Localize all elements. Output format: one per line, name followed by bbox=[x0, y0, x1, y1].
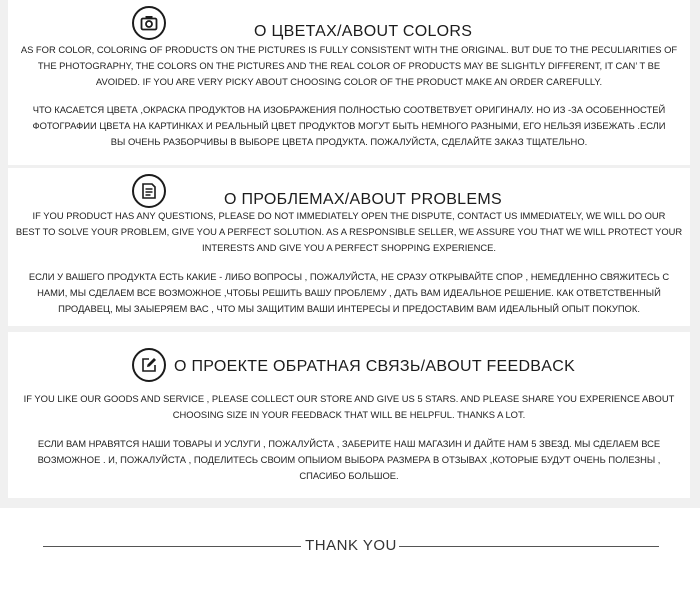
problems-russian-text bbox=[8, 269, 690, 317]
colors-section bbox=[8, 0, 690, 165]
problems-english-text bbox=[8, 208, 690, 256]
problems-section bbox=[8, 168, 690, 326]
document-list-icon bbox=[132, 174, 166, 208]
text-line: AS FOR COLOR, COLORING OF PRODUCTS ON THE PICTURES IS FULLY CONSISTENT WITH THE ORIGINAL. BUT DUE TO THE PECULIARITIES OF bbox=[20, 44, 678, 55]
text-line: ФОТОГРАФИИ ЦВЕТА НА КАРТИНКАХ И РЕАЛЬНЫЙ ЦВЕТ ПРОДУКТОВ МОГУТ БЫТЬ НЕМНОГО РАЗНЫМИ, ЕГО НЕЛЬЗЯ ИЗБЕЖАТЬ .ЕСЛИ bbox=[32, 120, 666, 131]
text-line: ВЫ ОЧЕНЬ РАЗБОРЧИВЫ В ВЫБОРЕ ЦВЕТА ПРОДУКТА. ПОЖАЛУЙСТА, СДЕЛАЙТЕ ЗАКАЗ ТЩАТЕЛЬНО. bbox=[110, 136, 588, 147]
thank-you-divider bbox=[43, 536, 659, 556]
text-line: ЕСЛИ У ВАШЕГО ПРОДУКТА ЕСТЬ КАКИЕ - ЛИБО ВОПРОСЫ , ПОЖАЛУЙСТА, НЕ СРАЗУ ОТКРЫВАЙТЕ СПОР , НЕМЕДЛЕННО СВЯЖИТЕСЬ С bbox=[28, 271, 670, 282]
text-line: AVOIDED. IF YOU ARE VERY PICKY ABOUT CHOOSING COLOR OF THE PRODUCT MAKE AN ORDER CAREFULLY. bbox=[95, 76, 603, 87]
text-line: BEST TO SOLVE YOUR PROBLEM, GIVE YOU A PERFECT SOLUTION. AS A RESPONSIBLE SELLER, WE ASSURE YOU THAT WE WILL PROTECT YOUR bbox=[15, 226, 683, 237]
text-line: СПАСИБО БОЛЬШОЕ. bbox=[299, 470, 399, 481]
text-line: ЧТО КАСАЕТСЯ ЦВЕТА ,ОКРАСКА ПРОДУКТОВ НА ИЗОБРАЖЕНИЯ ПОЛНОСТЬЮ СООТВЕТВУЕТ ОРИГИНАЛУ. НО ИЗ -ЗА ОСОБЕННОСТЕЙ bbox=[32, 104, 666, 115]
feedback-russian-text bbox=[8, 436, 690, 484]
thank-you-text: THANK YOU bbox=[305, 537, 397, 554]
camera-icon bbox=[132, 6, 166, 40]
footer-area bbox=[0, 508, 700, 604]
text-line: ПРОДАВЕЦ, МЫ ЗАЫЕРЯЕМ ВАС , ЧТО МЫ ЗАЩИТИМ ВАШИ ИНТЕРЕСЫ И ПРЕДОСТАВИМ ВАМ ИДЕАЛЬНЫЙ ОПЫТ ПОКУПОК. bbox=[58, 303, 640, 314]
problems-title: О ПРОБЛЕМАХ/ABOUT PROBLEMS bbox=[224, 191, 502, 208]
feedback-title: О ПРОЕКТЕ ОБРАТНАЯ СВЯЗЬ/ABOUT FEEDBACK bbox=[174, 358, 576, 375]
text-line: ВОЗМОЖНОЕ . И, ПОЖАЛУЙСТА , ПОДЕЛИТЕСЬ СВОИМ ОПЫИОМ ВЫБОРА РАЗМЕРА В ОТЗЫВАХ ,КОТОРЫЕ БУДУТ ОЧЕНЬ ПОЛЕЗНЫ , bbox=[37, 454, 661, 465]
colors-russian-text bbox=[8, 102, 690, 150]
feedback-english-text bbox=[8, 391, 690, 423]
colors-title: О ЦВЕТАХ/ABOUT COLORS bbox=[254, 23, 473, 40]
edit-pencil-icon bbox=[132, 348, 166, 382]
text-line: НАМИ, МЫ СДЕЛАЕМ ВСЕ ВОЗМОЖНОЕ ,ЧТОБЫ РЕШИТЬ ВАШУ ПРОБЛЕМУ , ДАТЬ ВАМ ИДЕАЛЬНОЕ РЕШЕНИЕ. КАК ОТВЕТСТВЕННЫЙ bbox=[37, 287, 661, 298]
text-line: ЕСЛИ ВАМ НРАВЯТСЯ НАШИ ТОВАРЫ И УСЛУГИ , ПОЖАЛУЙСТА , ЗАБЕРИТЕ НАШ МАГАЗИН И ДАЙТЕ НАМ 5 ЗВЕЗД. МЫ СДЕЛАЕМ ВСЕ bbox=[37, 438, 661, 449]
colors-english-text bbox=[8, 42, 690, 90]
text-line: THE PHOTOGRAPHY, THE COLORS ON THE PICTURES AND THE REAL COLOR OF PRODUCTS MAY BE SLIGHTLY DIFFERENT, IT CAN’ T BE bbox=[37, 60, 661, 71]
text-line: IF YOU PRODUCT HAS ANY QUESTIONS, PLEASE DO NOT IMMEDIATELY OPEN THE DISPUTE, CONTACT US IMMEDIATELY, WE WILL DO OUR bbox=[32, 210, 666, 221]
text-line: IF YOU LIKE OUR GOODS AND SERVICE , PLEASE COLLECT OUR STORE AND GIVE US 5 STARS. AND PLEASE SHARE YOU EXPERIENCE ABOUT bbox=[23, 393, 675, 404]
text-line: CHOOSING SIZE IN YOUR FEEDBACK THAT WILL BE HELPFUL. THANKS A LOT. bbox=[172, 409, 526, 420]
text-line: INTERESTS AND GIVE YOU A PERFECT SHOPPING EXPERIENCE. bbox=[202, 242, 496, 253]
feedback-section bbox=[8, 332, 690, 498]
